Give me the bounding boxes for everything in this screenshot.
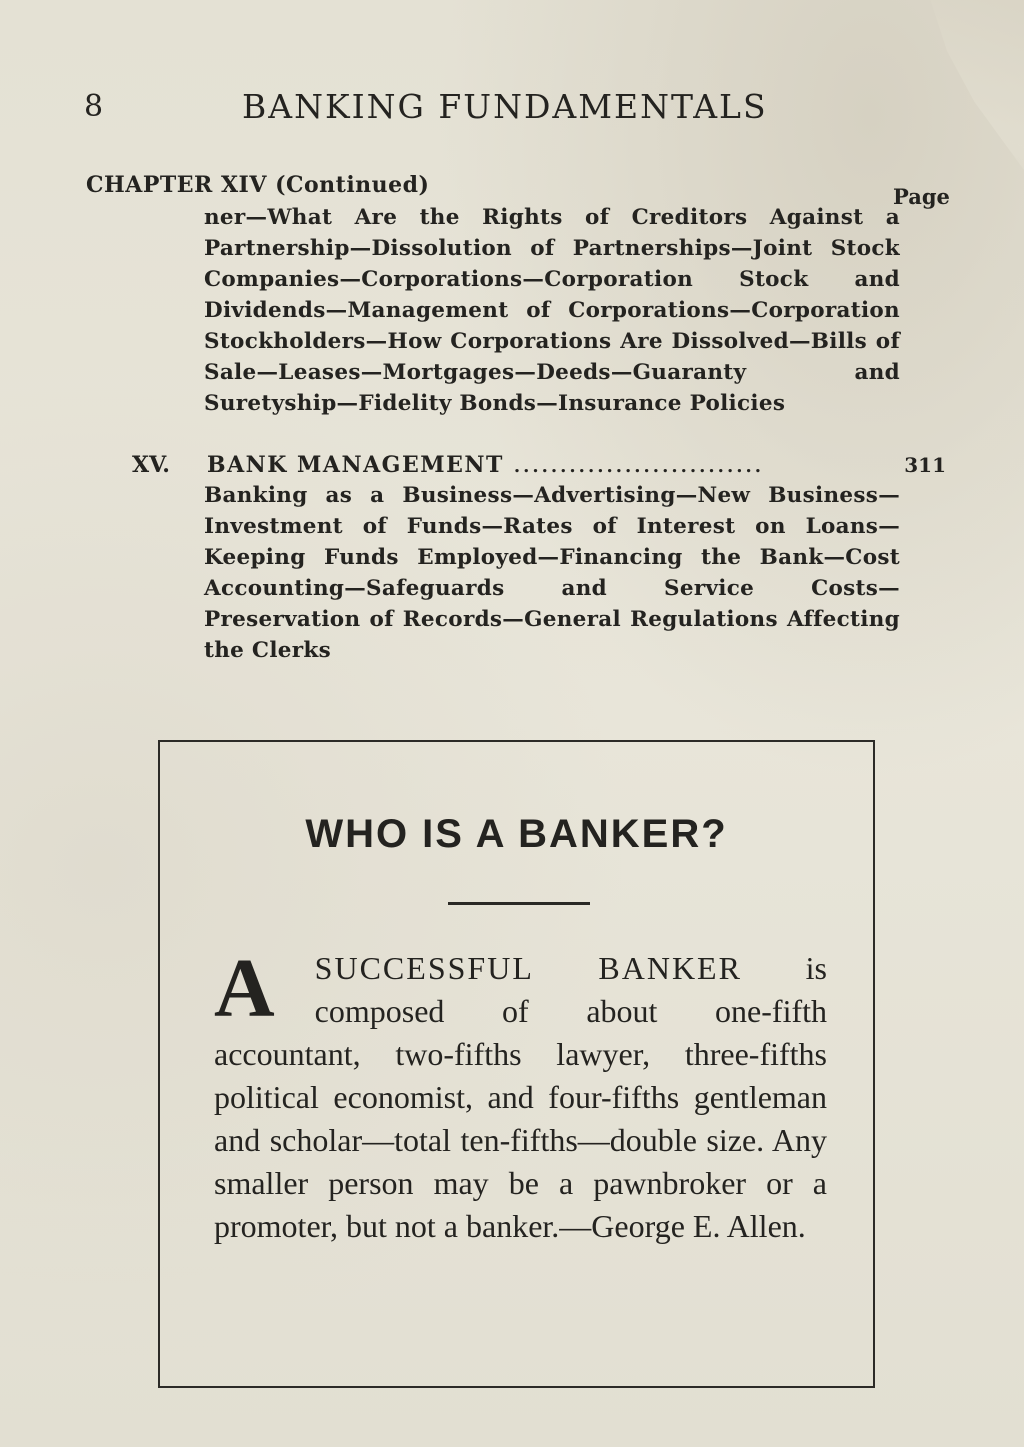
dot-leader: ........................... bbox=[513, 456, 765, 477]
chapter-title: BANK MANAGEMENT bbox=[207, 452, 504, 478]
toc-chapter-xv bbox=[86, 452, 946, 666]
running-head bbox=[84, 84, 814, 128]
quote-text bbox=[214, 942, 828, 1248]
quote-lead-in: SUCCESSFUL BANKER bbox=[314, 950, 742, 986]
book-title: BANKING FUNDAMENTALS bbox=[242, 86, 768, 126]
torn-corner bbox=[914, 0, 1024, 170]
chapter-page-number: 311 bbox=[904, 453, 946, 477]
page-column-label: Page bbox=[893, 184, 950, 209]
toc-entry bbox=[86, 452, 946, 478]
chapter-summary: ner—What Are the Rights of Creditors Against a Partnership—Dissolution of Partnerships—Joint Stock Companies—Corporations—Corporation Stock and Dividends—Management of Corporations—Corporation Stockholders—How Corporations Are Dissolved—Bills of Sale—Leases—Mortgages—Deeds—Guaranty and Suretyship—Fidelity Bonds—Insurance Policies bbox=[204, 205, 900, 416]
chapter-summary: Banking as a Business—Advertising—New Business—Investment of Funds—Rates of Interest on Loans—Keeping Funds Employed—Financing the Bank—Cost Accounting—Safeguards and Service Costs—Preservation of Records—General Regulations Affecting the Clerks bbox=[204, 483, 900, 663]
title-rule bbox=[448, 902, 590, 905]
quote-box bbox=[158, 740, 875, 1388]
page-number: 8 bbox=[84, 88, 104, 124]
drop-cap: A bbox=[214, 942, 275, 1035]
chapter-numeral: XV. bbox=[132, 452, 170, 478]
quote-title: WHO IS A BANKER? bbox=[305, 812, 728, 856]
chapter-heading: CHAPTER XIV (Continued) bbox=[86, 172, 430, 198]
toc-chapter-xiv bbox=[86, 172, 906, 419]
quote-body: is composed of about one-fifth accountant, two-fifths lawyer, three-fifths political economist, and four-fifths gentleman and scholar—total ten-fifths—double size. Any smaller person may be a pawnbroker or a promoter, but not a banker.—George E. Allen. bbox=[214, 950, 828, 1244]
